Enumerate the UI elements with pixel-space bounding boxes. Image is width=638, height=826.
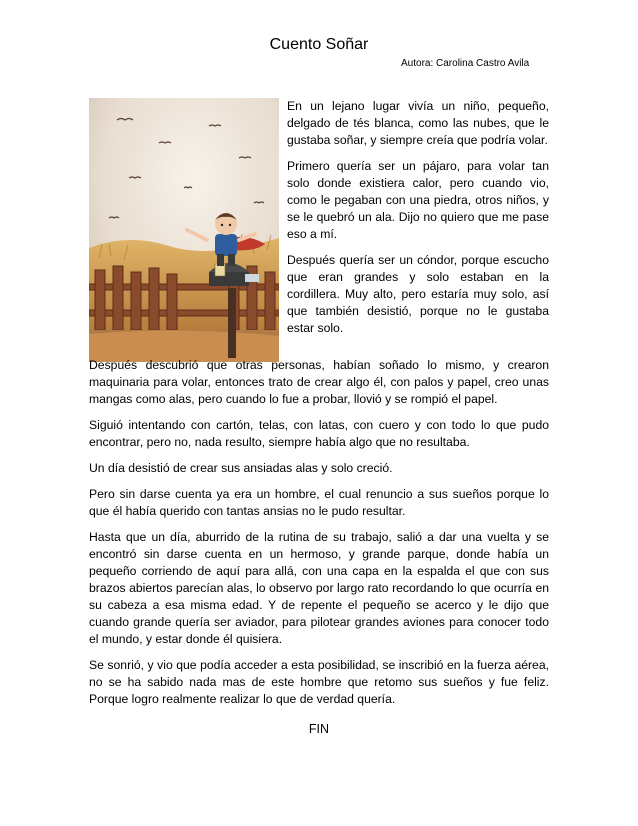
- author-line: Autora: Carolina Castro Avila: [401, 58, 530, 69]
- boy-with-cape-on-mailbox-illustration: [89, 98, 279, 362]
- main-text: [89, 357, 549, 717]
- paragraph: Pero sin darse cuenta ya era un hombre, el cual renuncio a sus sueños porque lo que él había querido con tantas ansias no le pudo resultar.: [89, 487, 549, 518]
- paragraph: Se sonrió, y vio que podía acceder a esta posibilidad, se inscribió en la fuerza aérea, no se ha sabido nada mas de este hombre que retomo sus sueños y fue feliz. Porque logro realmente realizar lo que de verdad quería.: [89, 658, 549, 706]
- side-paragraph: En un lejano lugar vivía un niño, pequeño, delgado de tés blanca, como las nubes, que le gustaba soñar, y siempre creía que podría volar.: [287, 99, 549, 147]
- story-illustration: [89, 98, 279, 362]
- ending-label: FIN: [308, 722, 330, 736]
- paragraph: Hasta que un día, aburrido de la rutina de su trabajo, salió a dar una vuelta y se encontró sin darse cuenta en un hermoso, y grande parque, donde había un pequeño corriendo de aquí para allá, con una capa en la espalda el que con sus brazos abiertos parecían alas, lo observo por largo rato recordando lo que ocurría en su cabeza a esa misma edad. Y de repente el pequeño se acerco y le dijo que cuando grande quería ser aviador, para pilotear grandes aviones para conocer todo el mundo, y estar donde él quisiera.: [89, 530, 549, 646]
- paragraph: Un día desistió de crear sus ansiadas alas y solo creció.: [89, 461, 393, 475]
- story-title: Cuento Soñar: [269, 36, 369, 53]
- side-column: [287, 98, 549, 346]
- paragraph: Siguió intentando con cartón, telas, con latas, con cuero y con todo lo que pudo encontrar, pero no, nada resulto, siempre había algo que no resultaba.: [89, 418, 549, 449]
- side-paragraph: Primero quería ser un pájaro, para volar tan solo donde existiera calor, pero cuando vio, como le pegaban con una piedra, otros niños, y se le quebró un ala. Dijo no quiero que me pase eso a mí.: [287, 159, 549, 241]
- side-paragraph: Después quería ser un cóndor, porque escucho que eran grandes y solo estaban en la cordillera. Muy alto, pero estaría muy solo, así que también desistió, porque no le gustaba estar solo.: [287, 253, 549, 335]
- paragraph: Después descubrió que otras personas, habían soñado lo mismo, y crearon maquinaria para volar, entonces trato de crear algo él, con palos y papel, creo unas mangas como alas, pero cuando lo fue a probar, llovió y se rompió el papel.: [89, 358, 549, 406]
